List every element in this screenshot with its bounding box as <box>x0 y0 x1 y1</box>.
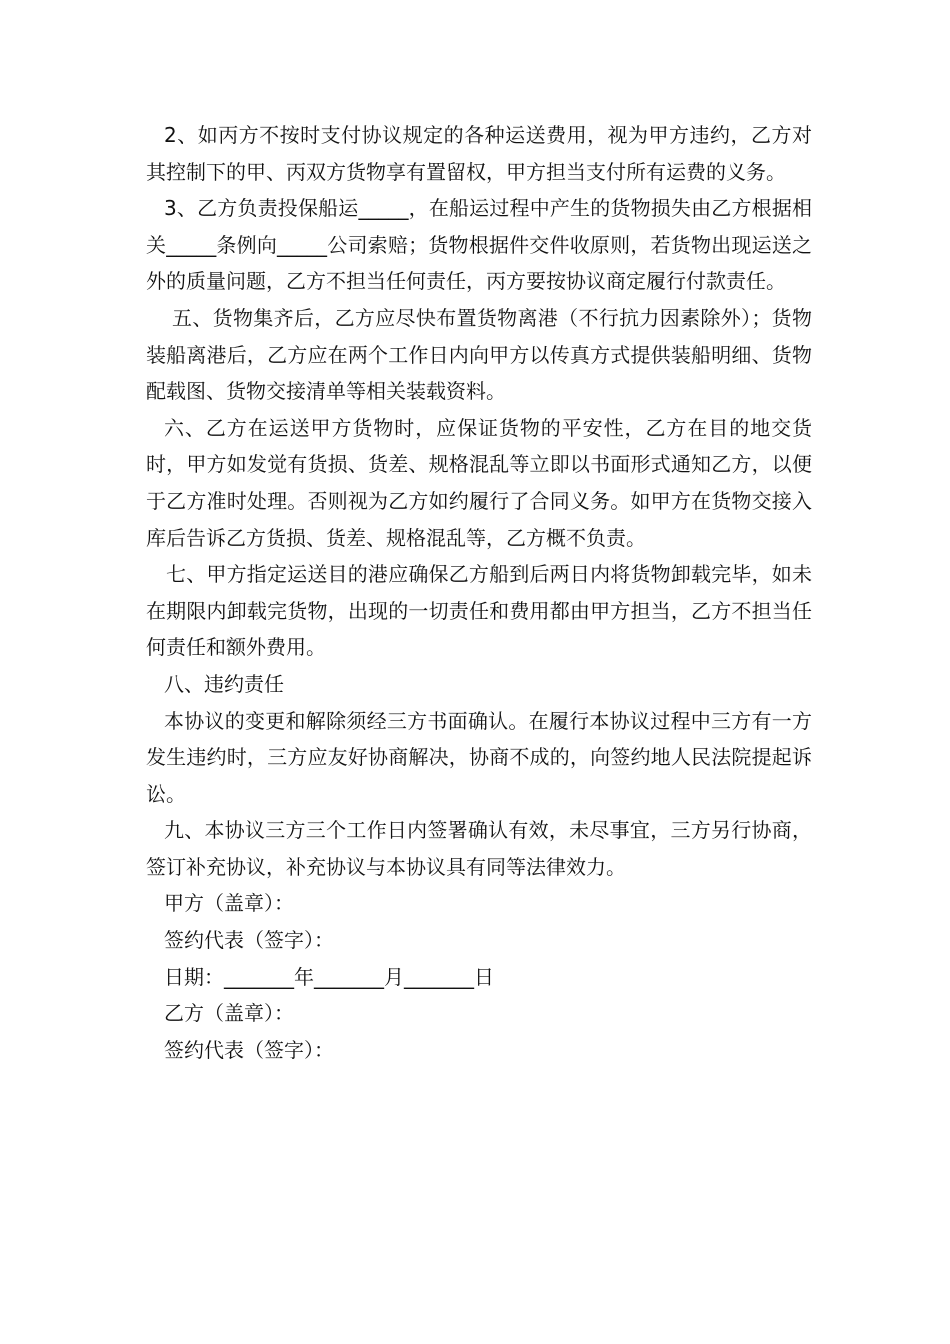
section-8-heading: 八、违约责任 <box>164 671 284 696</box>
party-b-seal-line: 乙方（盖章）： <box>164 1001 294 1026</box>
document-body <box>146 117 812 1068</box>
section-6-paragraph: 六、乙方在运送甲方货物时，应保证货物的平安性，乙方在目的地交货时，甲方如发觉有货损、货差、规格混乱等立即以书面形式通知乙方，以便于乙方准时处理。否则视为乙方如约履行了合同义务。如甲方在货物交接入库后告诉乙方货损、货差、规格混乱等，乙方概不负责。 <box>146 415 812 550</box>
section-5-paragraph: 五、货物集齐后，乙方应尽快布置货物离港（不行抗力因素除外）；货物装船离港后，乙方应在两个工作日内向甲方以传真方式提供装船明细、货物配载图、货物交接清单等相关装载资料。 <box>146 305 812 404</box>
section-9-paragraph: 九、本协议三方三个工作日内签署确认有效，未尽事宜，三方另行协商，签订补充协议，补充协议与本协议具有同等法律效力。 <box>146 818 812 879</box>
party-a-seal-line: 甲方（盖章）： <box>164 891 294 916</box>
section-7-paragraph: 七、甲方指定运送目的港应确保乙方船到后两日内将货物卸载完毕，如未在期限内卸载完货物，出现的一切责任和费用都由甲方担当，乙方不担当任何责任和额外费用。 <box>146 562 812 660</box>
signature-block <box>146 885 812 1068</box>
party-b-representative-line: 签约代表（签字）： <box>164 1037 334 1062</box>
party-a-representative-line: 签约代表（签字）： <box>164 928 334 953</box>
breach-paragraph: 本协议的变更和解除须经三方书面确认。在履行本协议过程中三方有一方发生违约时，三方应友好协商解决，协商不成的，向签约地人民法院提起诉讼。 <box>146 708 812 806</box>
clause-2-paragraph: 2、如丙方不按时支付协议规定的各种运送费用，视为甲方违约，乙方对其控制下的甲、丙双方货物享有置留权，甲方担当支付所有运费的义务。 <box>146 123 812 184</box>
clause-3-paragraph: 3、乙方负责投保船运_____，在船运过程中产生的货物损失由乙方根据相关_____条例向_____公司索赔；货物根据件交件收原则，若货物出现运送之外的质量问题，乙方不担当任何责任，丙方要按协议商定履行付款责任。 <box>146 196 812 294</box>
date-line: 日期：_______年_______月_______日 <box>164 964 494 989</box>
